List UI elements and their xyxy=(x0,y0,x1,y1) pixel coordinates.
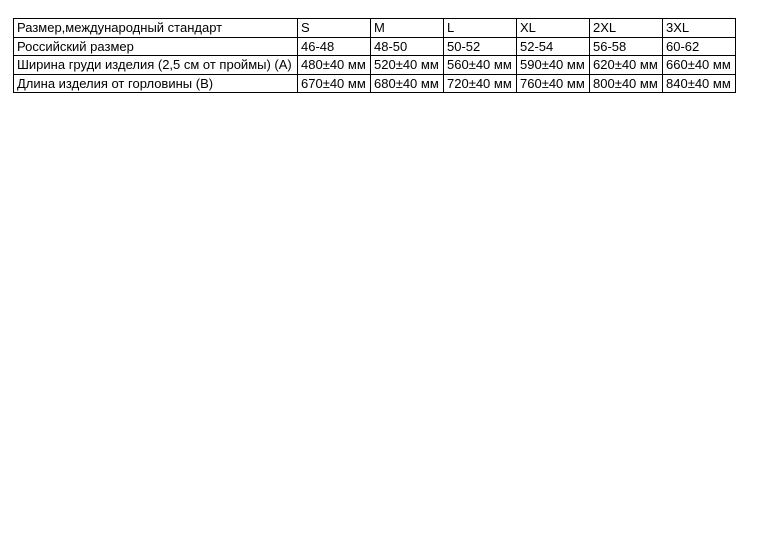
value-cell: 3XL xyxy=(663,19,736,38)
value-cell: 660±40 мм xyxy=(663,56,736,75)
value-cell: 760±40 мм xyxy=(517,74,590,93)
value-cell: 670±40 мм xyxy=(298,74,371,93)
value-cell: 50-52 xyxy=(444,37,517,56)
value-cell: 46-48 xyxy=(298,37,371,56)
value-cell: 48-50 xyxy=(371,37,444,56)
row-label-cell: Ширина груди изделия (2,5 см от проймы) (А) xyxy=(14,56,298,75)
value-cell: 56-58 xyxy=(590,37,663,56)
value-cell: 520±40 мм xyxy=(371,56,444,75)
value-cell: 840±40 мм xyxy=(663,74,736,93)
row-label-cell: Длина изделия от горловины (В) xyxy=(14,74,298,93)
value-cell: 720±40 мм xyxy=(444,74,517,93)
value-cell: M xyxy=(371,19,444,38)
value-cell: 620±40 мм xyxy=(590,56,663,75)
table-row-russian-size xyxy=(14,37,736,56)
value-cell: 2XL xyxy=(590,19,663,38)
value-cell: S xyxy=(298,19,371,38)
value-cell: 60-62 xyxy=(663,37,736,56)
value-cell: 52-54 xyxy=(517,37,590,56)
table-row-international-size xyxy=(14,19,736,38)
row-label-cell: Российский размер xyxy=(14,37,298,56)
table-row-length-from-neckline xyxy=(14,74,736,93)
value-cell: 560±40 мм xyxy=(444,56,517,75)
table-row-chest-width xyxy=(14,56,736,75)
value-cell: 480±40 мм xyxy=(298,56,371,75)
value-cell: 800±40 мм xyxy=(590,74,663,93)
value-cell: 590±40 мм xyxy=(517,56,590,75)
value-cell: XL xyxy=(517,19,590,38)
size-chart-table xyxy=(13,18,736,93)
row-label-cell: Размер,международный стандарт xyxy=(14,19,298,38)
value-cell: 680±40 мм xyxy=(371,74,444,93)
value-cell: L xyxy=(444,19,517,38)
